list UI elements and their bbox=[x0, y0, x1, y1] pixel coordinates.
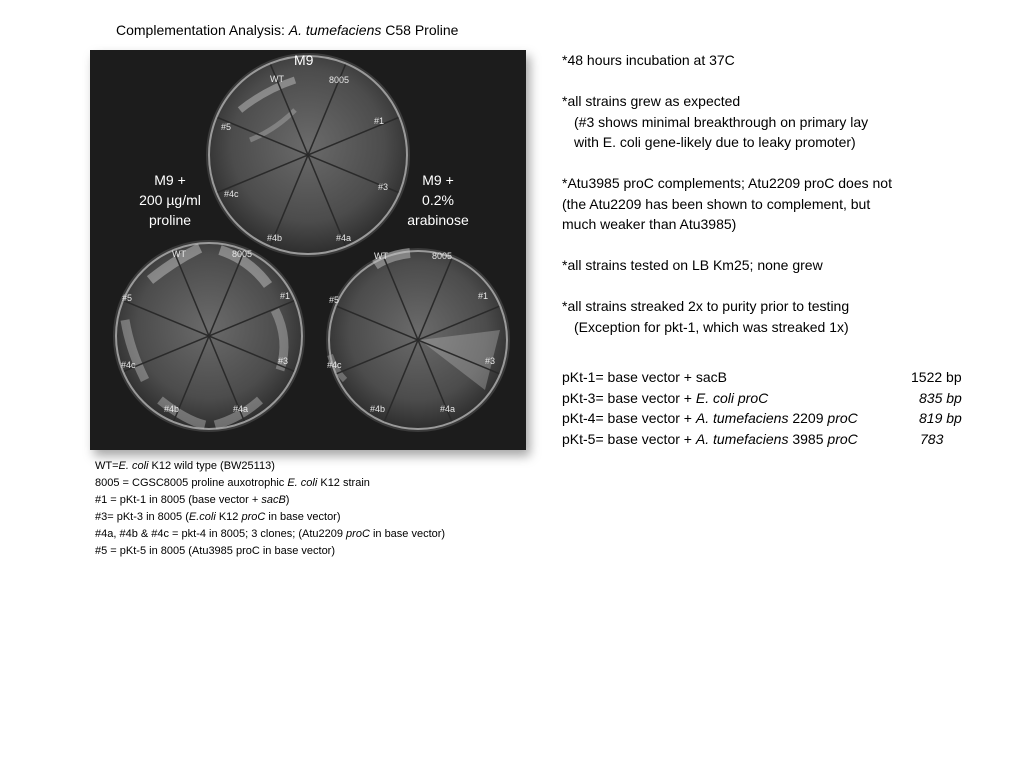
plate-right-sector-label: #1 bbox=[478, 291, 489, 301]
plasmid-description-text: 3985 bbox=[788, 430, 828, 447]
plasmid-description bbox=[562, 429, 858, 450]
legend-line bbox=[95, 543, 445, 560]
plate-right-label bbox=[396, 170, 480, 230]
slide-title bbox=[116, 22, 458, 38]
legend-text: E.coli bbox=[188, 511, 216, 523]
plate-right-label-line: 0.2% bbox=[422, 192, 454, 208]
plate-right-sector-label: #4c bbox=[327, 360, 342, 370]
plasmid-size: 1522 bp bbox=[911, 369, 962, 385]
plate-right-sector-label: WT bbox=[374, 251, 388, 261]
note-line: much weaker than Atu3985) bbox=[562, 216, 737, 232]
title-suffix: C58 Proline bbox=[381, 22, 459, 38]
legend-text: K12 wild type (BW25113) bbox=[148, 460, 275, 472]
legend-text: E. coli bbox=[287, 477, 318, 489]
legend-text: K12 strain bbox=[317, 477, 370, 489]
plasmid-size: 819 bp bbox=[919, 410, 962, 426]
legend-text: 8005 = CGSC8005 proline auxotrophic bbox=[95, 477, 288, 489]
plate-right-sector-label: #5 bbox=[329, 295, 340, 305]
plate-right bbox=[326, 248, 510, 432]
note-line: *all strains streaked 2x to purity prior to testing bbox=[562, 298, 850, 314]
plasmid-description-text: proC bbox=[827, 430, 858, 447]
note-line: *all strains grew as expected bbox=[562, 93, 741, 109]
plate-top-sector-label: #3 bbox=[378, 182, 389, 192]
legend-text: proC bbox=[346, 528, 370, 540]
plate-top-sector-label: #4c bbox=[224, 189, 239, 199]
plate-right-sector-label: #4a bbox=[440, 404, 456, 414]
legend-text: #3= pKt-3 in 8005 ( bbox=[95, 511, 189, 523]
legend-line bbox=[95, 509, 445, 526]
plate-left-sector-label: #4c bbox=[121, 360, 136, 370]
plate-top-sector-label: #1 bbox=[374, 116, 385, 126]
legend-text: WT= bbox=[95, 460, 119, 472]
plasmid-description-text: E. coli proC bbox=[695, 389, 769, 406]
note-line: *Atu3985 proC complements; Atu2209 proC does not bbox=[562, 175, 892, 191]
plate-left-sector-label: #1 bbox=[280, 291, 291, 301]
legend-line bbox=[95, 526, 445, 543]
note-spacer bbox=[562, 235, 892, 256]
plasmid-description-text: A. tumefaciens bbox=[695, 430, 789, 447]
plasmid-description-text: 2209 bbox=[788, 410, 828, 426]
plates-drawing bbox=[90, 50, 526, 450]
plate-left bbox=[113, 240, 305, 432]
strain-legend bbox=[95, 458, 445, 560]
plate-top bbox=[206, 53, 410, 257]
legend-line bbox=[95, 475, 445, 492]
plate-left-sector-label: #4a bbox=[233, 404, 249, 414]
legend-text: E. coli bbox=[118, 460, 149, 472]
plasmid-size: 835 bp bbox=[919, 389, 962, 406]
petri-plate-photo bbox=[90, 50, 526, 450]
plate-right-label-line: arabinose bbox=[407, 212, 469, 228]
plasmid-description-text: pKt-5= base vector + bbox=[562, 430, 696, 447]
legend-text: #1 = pKt-1 in 8005 (base vector + bbox=[95, 494, 262, 506]
plasmid-description-text: pKt-1= base vector + sacB bbox=[562, 369, 727, 385]
plasmid-row bbox=[562, 408, 982, 429]
plate-left-sector-label: 8005 bbox=[232, 249, 253, 259]
plasmid-list bbox=[562, 367, 982, 449]
legend-text: in base vector) bbox=[369, 528, 446, 540]
legend-text: proC bbox=[241, 511, 266, 523]
plasmid-description bbox=[562, 367, 727, 388]
plate-left-sector-label: #4b bbox=[164, 404, 180, 414]
plate-top-sector-label: 8005 bbox=[329, 75, 350, 85]
note-line-indented: (Exception for pkt-1, which was streaked 1x) bbox=[574, 318, 849, 335]
plasmid-description-text: pKt-3= base vector + bbox=[562, 389, 696, 406]
plasmid-row bbox=[562, 388, 982, 409]
plate-right-sector-label: 8005 bbox=[432, 251, 453, 261]
plate-top-sector-label: #4a bbox=[336, 233, 352, 243]
title-prefix: Complementation Analysis: bbox=[116, 22, 289, 38]
note-spacer bbox=[562, 276, 892, 297]
plate-left-sector-label: #3 bbox=[278, 356, 289, 366]
plate-top-label: M9 bbox=[294, 52, 314, 68]
plate-left-sector-label: #5 bbox=[122, 293, 133, 303]
plate-right-sector-label: #4b bbox=[370, 404, 386, 414]
note-line-indented: (#3 shows minimal breakthrough on primary lay bbox=[574, 113, 869, 130]
legend-line bbox=[95, 458, 445, 475]
plasmid-description-text: proC bbox=[827, 410, 858, 426]
legend-line bbox=[95, 492, 445, 509]
note-spacer bbox=[562, 153, 892, 174]
plate-right-sector-label: #3 bbox=[485, 356, 496, 366]
legend-text: K12 bbox=[215, 511, 242, 523]
plasmid-description bbox=[562, 388, 768, 409]
plasmid-row bbox=[562, 429, 982, 450]
plasmid-size: 783 bbox=[920, 430, 944, 447]
plate-top-sector-label: #4b bbox=[267, 233, 283, 243]
plate-right-label-line: M9 + bbox=[422, 172, 454, 188]
title-organism: A. tumefaciens bbox=[288, 22, 382, 38]
legend-text: ) bbox=[285, 494, 290, 506]
plate-top-sector-label: #5 bbox=[221, 122, 232, 132]
legend-text: #4a, #4b & #4c = pkt-4 in 8005; 3 clones; (Atu2209 bbox=[95, 528, 347, 540]
plasmid-description-text: pKt-4= base vector + bbox=[562, 410, 696, 426]
plate-top-sector-label: WT bbox=[270, 74, 284, 84]
note-spacer bbox=[562, 71, 892, 92]
plasmid-description bbox=[562, 408, 858, 429]
note-line: *48 hours incubation at 37C bbox=[562, 52, 735, 68]
plate-left-label bbox=[128, 170, 212, 230]
legend-text: in base vector) bbox=[265, 511, 341, 523]
plate-left-label-line: M9 + bbox=[154, 172, 186, 188]
note-line-indented: with E. coli gene-likely due to leaky promoter) bbox=[574, 134, 856, 150]
plasmid-description-text: A. tumefaciens bbox=[695, 410, 789, 426]
note-line: *all strains tested on LB Km25; none grew bbox=[562, 257, 823, 273]
legend-text: sacB bbox=[261, 494, 286, 506]
plasmid-row bbox=[562, 367, 982, 388]
experiment-notes bbox=[562, 50, 892, 337]
plate-left-label-line: 200 µg/ml bbox=[139, 192, 201, 208]
legend-text: #5 = pKt-5 in 8005 (Atu3985 proC in base vector) bbox=[95, 545, 336, 557]
plate-left-label-line: proline bbox=[148, 212, 192, 228]
note-line: (the Atu2209 has been shown to complement, but bbox=[562, 195, 871, 212]
plate-left-sector-label: WT bbox=[172, 249, 186, 259]
